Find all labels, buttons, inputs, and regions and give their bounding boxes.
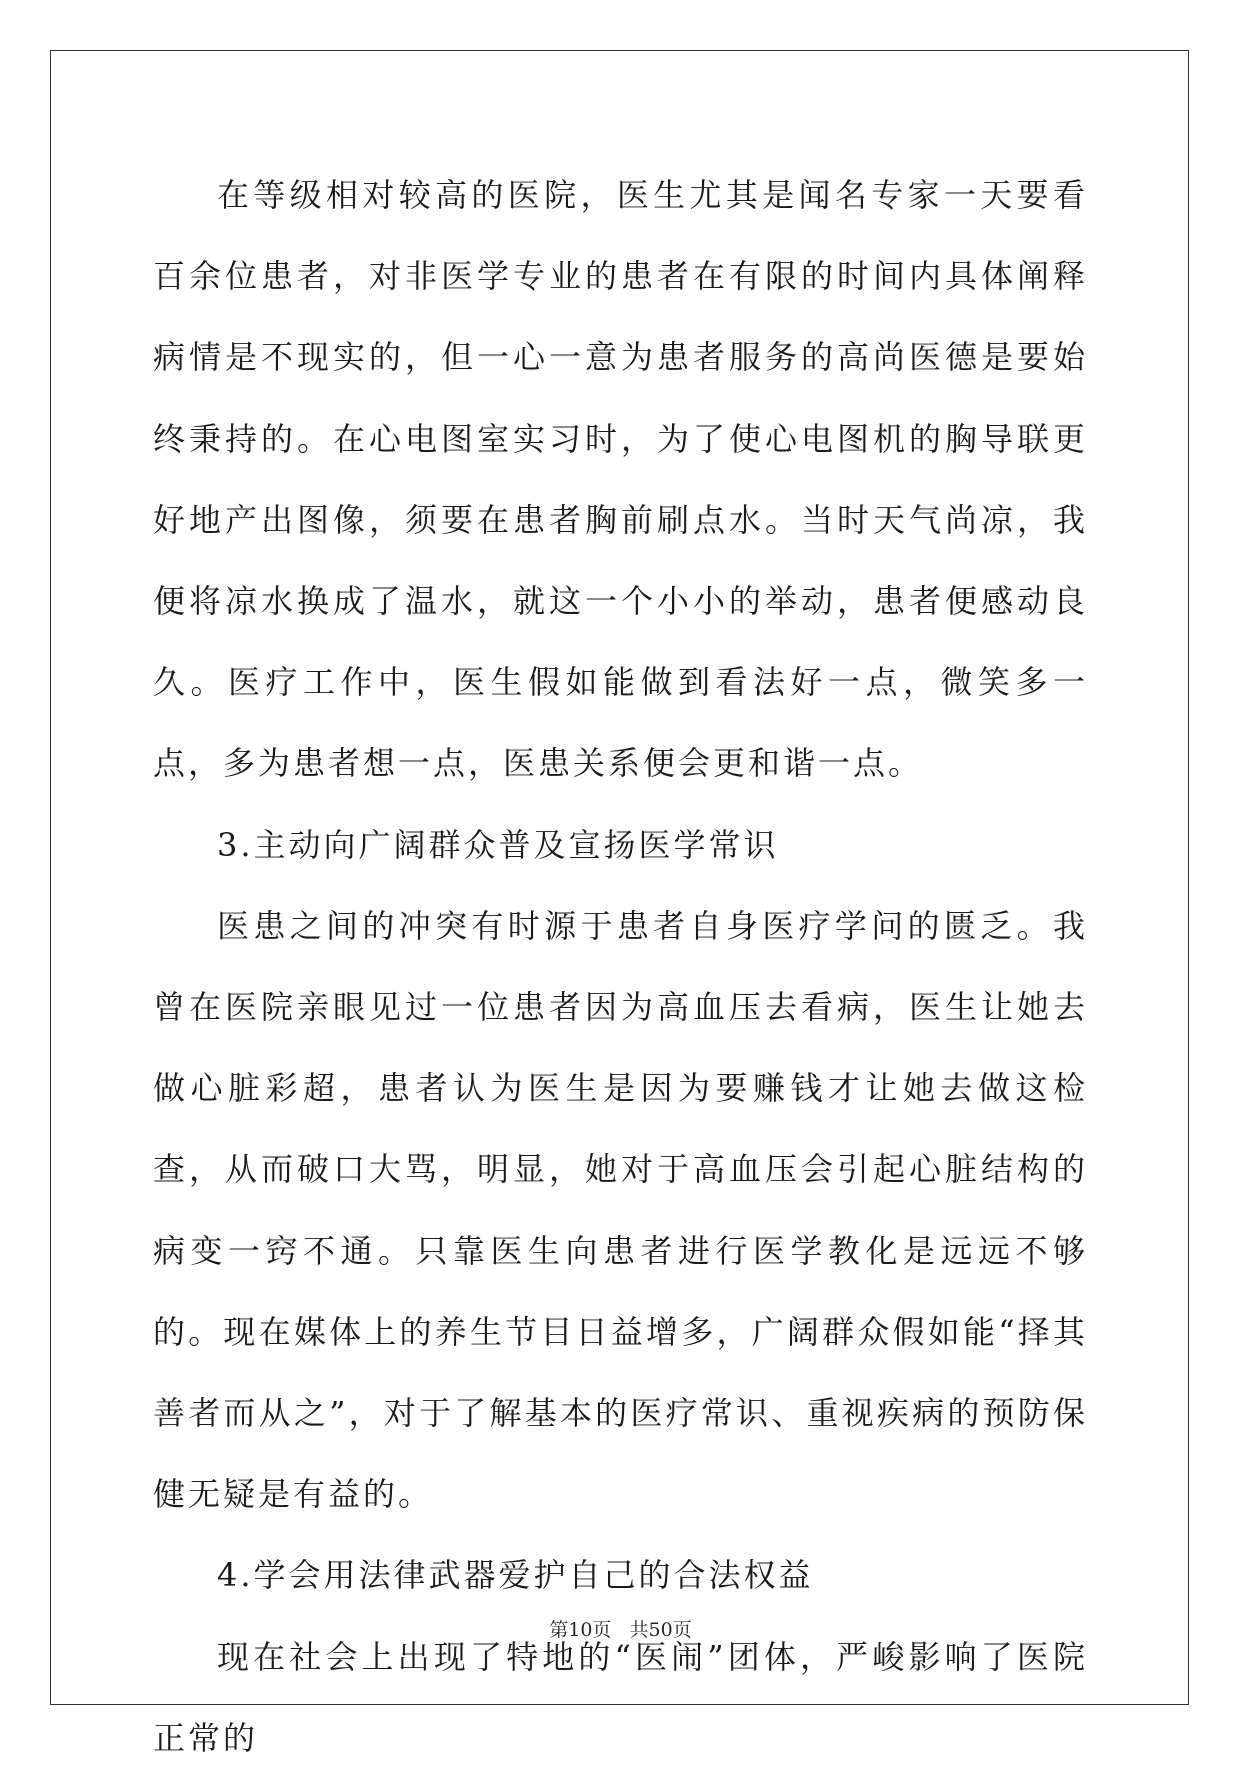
document-body <box>153 155 1088 1779</box>
paragraph-2: 医患之间的冲突有时源于患者自身医疗学问的匮乏。我曾在医院亲眼见过一位患者因为高血压去看病，医生让她去做心脏彩超，患者认为医生是因为要赚钱才让她去做这检查，从而破口大骂，明显，她对于高血压会引起心脏结构的病变一窍不通。只靠医生向患者进行医学教化是远远不够的。现在媒体上的养生节目日益增多，广阔群众假如能“择其善者而从之”，对于了解基本的医疗常识、重视疾病的预防保健无疑是有益的。 <box>153 906 1088 1514</box>
section-heading-3: 3.主动向广阔群众普及宣扬医学常识 <box>217 825 779 864</box>
paragraph-1: 在等级相对较高的医院，医生尤其是闻名专家一天要看百余位患者，对非医学专业的患者在有限的时间内具体阐释病情是不现实的，但一心一意为患者服务的高尚医德是要始终秉持的。在心电图室实习时，为了使心电图机的胸导联更好地产出图像，须要在患者胸前刷点水。当时天气尚凉，我便将凉水换成了温水，就这一个小小的举动，患者便感动良久。医疗工作中，医生假如能做到看法好一点，微笑多一点，多为患者想一点，医患关系便会更和谐一点。 <box>153 176 1088 783</box>
page-number-footer: 第10页 共50页 <box>549 1619 692 1641</box>
paragraph-3: 现在社会上出现了特地的“医闹”团体，严峻影响了医院正常的 <box>153 1637 1088 1757</box>
section-heading-4: 4.学会用法律武器爱护自己的合法权益 <box>217 1556 814 1595</box>
